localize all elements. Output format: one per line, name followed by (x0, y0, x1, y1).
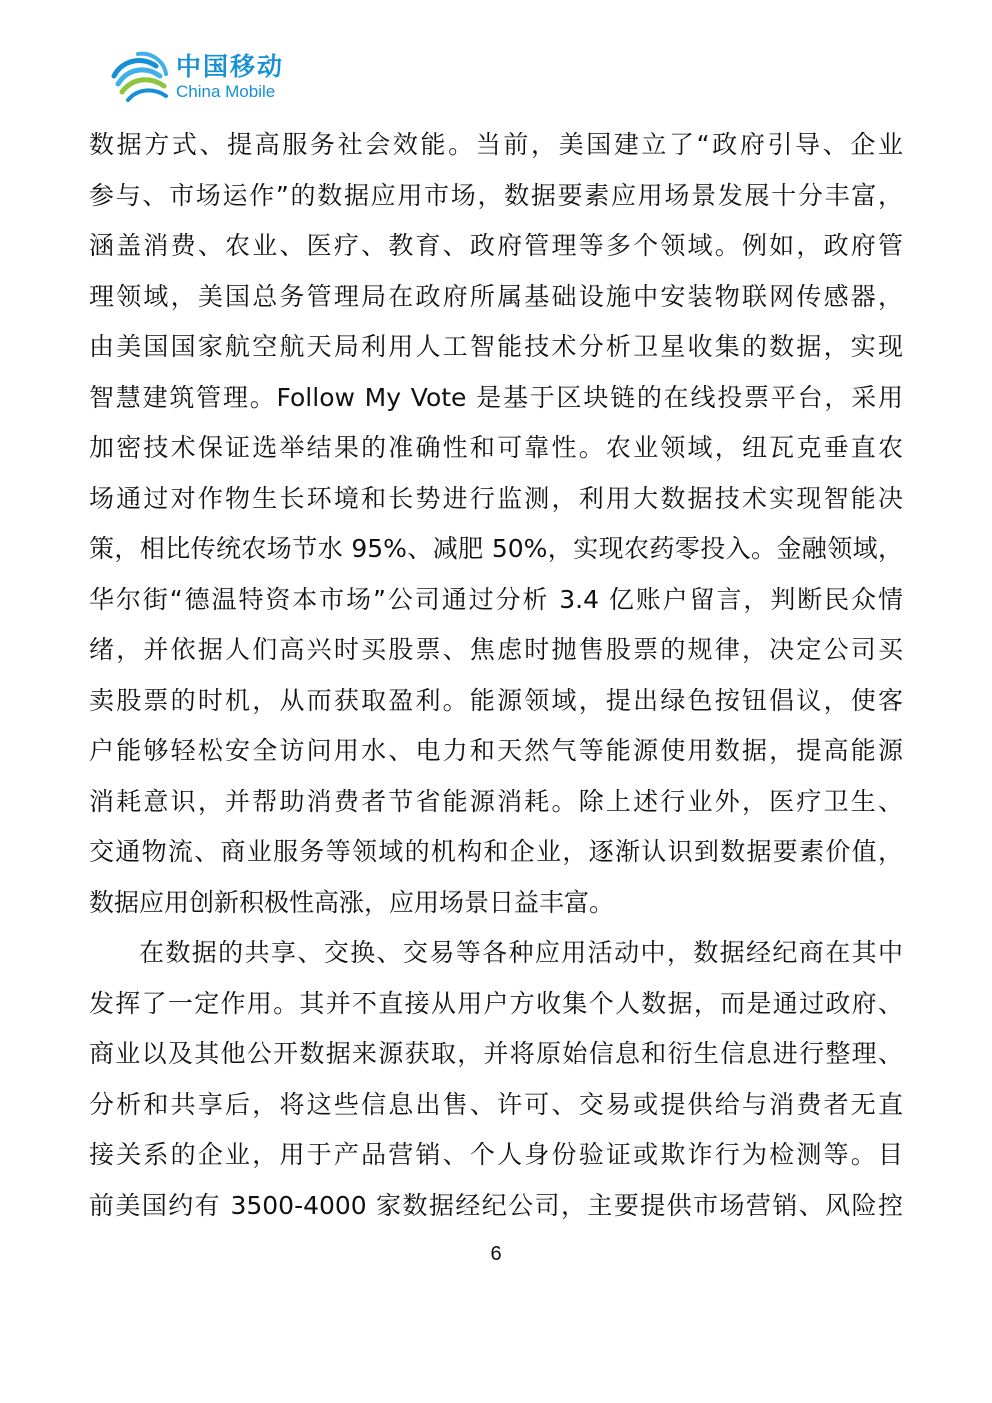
text-line: 分析和共享后，将这些信息出售、许可、交易或提供给与消费者无直 (89, 1089, 903, 1119)
text-line: 接关系的企业，用于产品营销、个人身份验证或欺诈行为检测等。目 (89, 1140, 903, 1169)
text-line: 卖股票的时机，从而获取盈利。能源领域，提出绿色按钮倡议，使客 (89, 685, 903, 715)
text-line: 加密技术保证选举结果的准确性和可靠性。农业领域，纽瓦克垂直农 (89, 433, 903, 462)
text-line: 交通物流、商业服务等领域的机构和企业，逐渐认识到数据要素价值， (89, 837, 903, 866)
logo-chinese-name: 中国移动 (176, 52, 285, 81)
logo-text (176, 52, 284, 102)
text-line: 策，相比传统农场节水 95%、减肥 50%，实现农药零投入。金融领域， (89, 534, 903, 563)
text-line: 数据方式、提高服务社会效能。当前，美国建立了“政府引导、企业 (89, 130, 903, 159)
text-line: 户能够轻松安全访问用水、电力和天然气等能源使用数据，提高能源 (89, 736, 903, 765)
text-line: 由美国国家航空航天局利用人工智能技术分析卫星收集的数据，实现 (89, 332, 903, 361)
text-line: 理领域，美国总务管理局在政府所属基础设施中安装物联网传感器， (89, 281, 903, 311)
header-logo (108, 46, 284, 108)
text-line: 消耗意识，并帮助消费者节省能源消耗。除上述行业外，医疗卫生、 (89, 786, 903, 816)
text-line: 绪，并依据人们高兴时买股票、焦虑时抛售股票的规律，决定公司买 (89, 635, 903, 664)
text-line: 场通过对作物生长环境和长势进行监测，利用大数据技术实现智能决 (89, 483, 903, 513)
text-line: 智慧建筑管理。Follow My Vote 是基于区块链的在线投票平台，采用 (89, 382, 903, 412)
text-line: 数据应用创新积极性高涨，应用场景日益丰富。 (89, 887, 615, 917)
text-line: 华尔街“德温特资本市场”公司通过分析 3.4 亿账户留言，判断民众情 (89, 584, 903, 614)
china-mobile-logo-icon (108, 46, 172, 108)
text-line: 在数据的共享、交换、交易等各种应用活动中，数据经纪商在其中 (139, 938, 903, 967)
document-body (89, 120, 903, 1231)
logo-english-name: China Mobile (176, 82, 276, 101)
text-line: 前美国约有 3500-4000 家数据经纪公司，主要提供市场营销、风险控 (89, 1190, 903, 1220)
paragraph-2 (89, 928, 903, 1231)
text-line: 参与、市场运作”的数据应用市场，数据要素应用场景发展十分丰富， (89, 180, 903, 210)
text-line: 涵盖消费、农业、医疗、教育、政府管理等多个领域。例如，政府管 (89, 231, 903, 260)
page-number: 6 (490, 1243, 502, 1265)
text-line: 商业以及其他公开数据来源获取，并将原始信息和衍生信息进行整理、 (89, 1039, 903, 1068)
text-line: 发挥了一定作用。其并不直接从用户方收集个人数据，而是通过政府、 (89, 988, 903, 1018)
paragraph-1 (89, 120, 903, 928)
